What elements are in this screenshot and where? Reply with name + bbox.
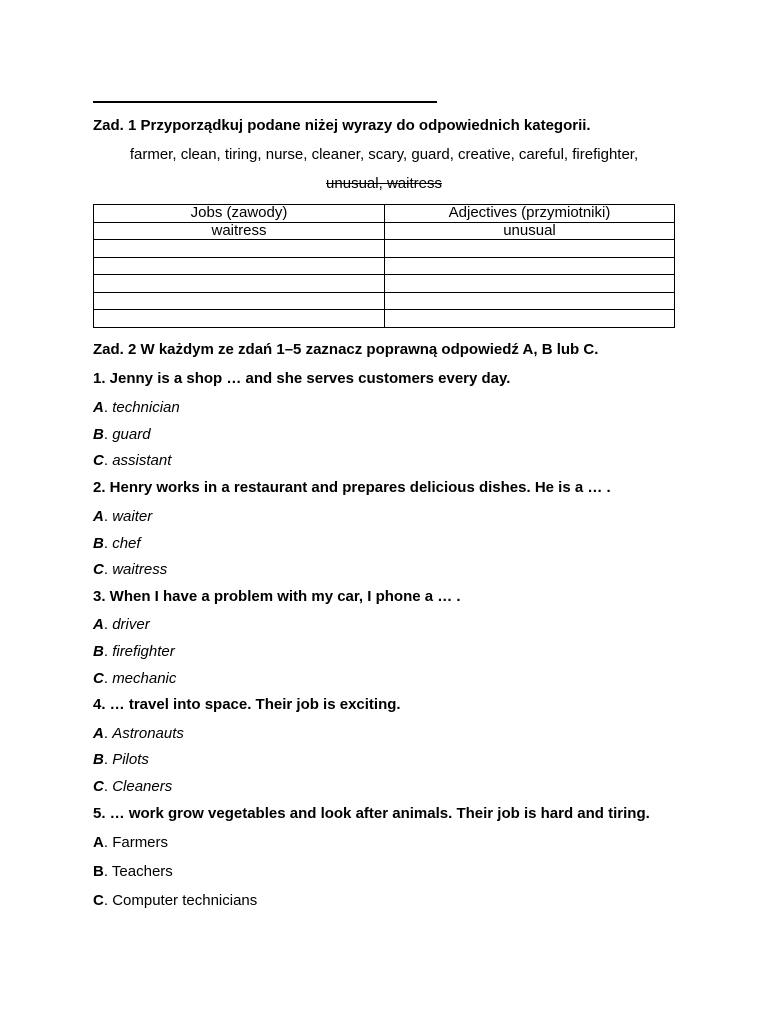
table-cell-adjectives[interactable] <box>385 310 675 328</box>
question-4: 4. … travel into space. Their job is exciting. <box>93 696 401 713</box>
table-cell-adjectives[interactable] <box>385 257 675 275</box>
q4-option-b[interactable]: B. Pilots <box>93 751 149 768</box>
q3-option-b[interactable]: B. firefighter <box>93 643 175 660</box>
category-table <box>93 204 675 328</box>
header-jobs: Jobs (zawody) <box>94 205 385 223</box>
table-cell-jobs[interactable] <box>94 257 385 275</box>
q2-option-c[interactable]: C. waitress <box>93 561 168 578</box>
question-3: 3. When I have a problem with my car, I phone a … . <box>93 588 461 605</box>
table-row <box>94 292 675 310</box>
table-row <box>94 222 675 240</box>
table-cell-jobs[interactable] <box>94 240 385 258</box>
q2-option-b[interactable]: B. chef <box>93 535 141 552</box>
q2-option-a[interactable]: A. waiter <box>93 508 153 525</box>
table-row <box>94 275 675 293</box>
q1-option-a[interactable]: A. technician <box>93 399 180 416</box>
struck-word-waitress: waitress <box>386 175 442 192</box>
q3-option-a[interactable]: A. driver <box>93 616 150 633</box>
question-2: 2. Henry works in a restaurant and prepares delicious dishes. He is a … . <box>93 479 611 496</box>
table-cell-jobs[interactable] <box>94 292 385 310</box>
q5-option-a[interactable]: A. Farmers <box>93 834 169 851</box>
table-header-row <box>94 205 675 223</box>
q1-option-b[interactable]: B. guard <box>93 426 151 443</box>
table-cell-adjectives[interactable] <box>385 275 675 293</box>
q3-option-c[interactable]: C. mechanic <box>93 670 177 687</box>
word-separator: , <box>378 175 387 192</box>
table-cell-adjectives[interactable]: unusual <box>385 222 675 240</box>
name-line <box>93 101 437 103</box>
task1-title: Zad. 1 Przyporządkuj podane niżej wyrazy do odpowiednich kategorii. <box>93 117 591 134</box>
q5-option-b[interactable]: B. Teachers <box>93 863 173 880</box>
table-row <box>94 240 675 258</box>
table-cell-jobs[interactable] <box>94 310 385 328</box>
table-cell-adjectives[interactable] <box>385 292 675 310</box>
struck-word-unusual: unusual <box>326 175 379 192</box>
table-row <box>94 257 675 275</box>
table-cell-jobs[interactable]: waitress <box>94 222 385 240</box>
table-row <box>94 310 675 328</box>
question-1: 1. Jenny is a shop … and she serves customers every day. <box>93 370 511 387</box>
q4-option-a[interactable]: A. Astronauts <box>93 725 184 742</box>
question-5: 5. … work grow vegetables and look after animals. Their job is hard and tiring. <box>93 805 650 822</box>
q4-option-c[interactable]: C. Cleaners <box>93 778 173 795</box>
table-cell-jobs[interactable] <box>94 275 385 293</box>
q5-option-c[interactable]: C. Computer technicians <box>93 892 258 909</box>
word-bank-line-2 <box>93 175 675 192</box>
task2-title: Zad. 2 W każdym ze zdań 1–5 zaznacz poprawną odpowiedź A, B lub C. <box>93 341 599 358</box>
q1-option-c[interactable]: C. assistant <box>93 452 172 469</box>
header-adjectives: Adjectives (przymiotniki) <box>385 205 675 223</box>
word-bank-line-1: farmer, clean, tiring, nurse, cleaner, scary, guard, creative, careful, firefighter, <box>129 146 639 163</box>
table-cell-adjectives[interactable] <box>385 240 675 258</box>
